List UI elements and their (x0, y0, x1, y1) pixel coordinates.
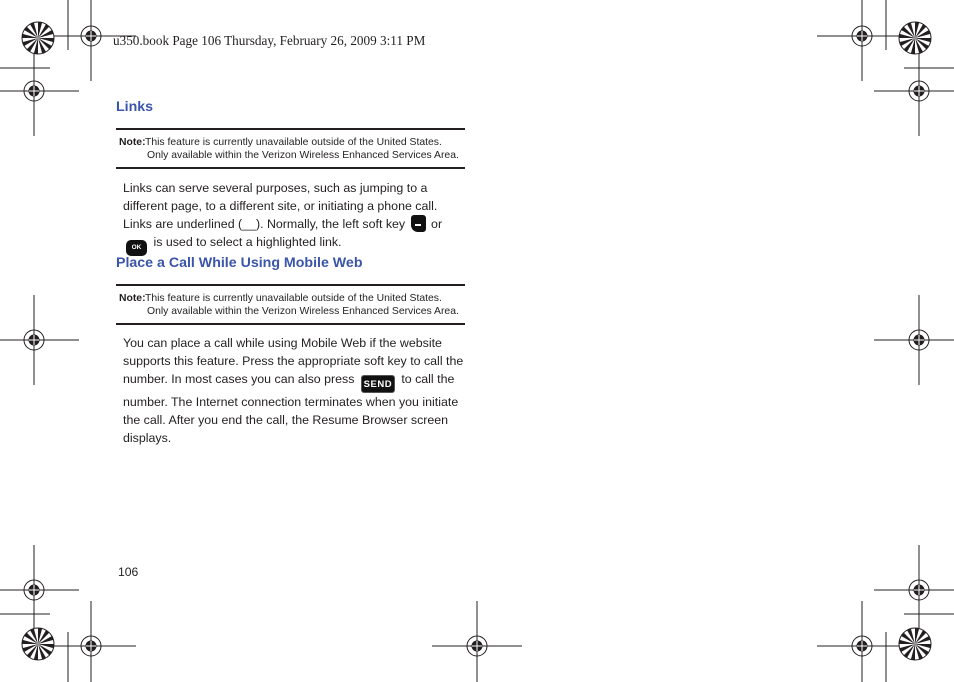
paragraph-text: or (431, 217, 443, 231)
note-text: This feature is currently unavailable outside of the United States. Only available within the Verizon Wireless Enhanced Services Area. (145, 293, 459, 317)
paragraph-text: Links can serve several purposes, such as jumping to a different page, to a different site, or initiating a phone call. Links are underlined (__). Normally, the left soft key (123, 181, 438, 231)
note-label: Note: (119, 137, 146, 148)
starburst-mark (22, 22, 54, 54)
note-box (116, 128, 465, 169)
starburst-mark (22, 628, 54, 660)
note-text: This feature is currently unavailable outside of the United States. Only available within the Verizon Wireless Enhanced Services Area. (145, 137, 459, 161)
paragraph-text: to call the number. The Internet connection terminates when you initiate the call. After you end the call, the Resume Browser screen displays. (123, 372, 459, 445)
links-paragraph (123, 179, 468, 256)
page-number: 106 (118, 565, 139, 579)
section-heading-links: Links (116, 99, 154, 115)
send-key-icon: SEND (361, 375, 395, 393)
note-label: Note: (119, 293, 146, 304)
note-box (116, 284, 465, 325)
paragraph-text: You can place a call while using Mobile Web if the website supports this feature. Press the appropriate soft key to call the number. In most cases you can also press (123, 336, 464, 386)
section-heading-place-call: Place a Call While Using Mobile Web (116, 255, 363, 271)
paragraph-text: is used to select a highlighted link. (153, 235, 342, 249)
place-call-paragraph (123, 334, 468, 447)
ok-key-icon: OK (126, 240, 147, 256)
starburst-mark (899, 628, 931, 660)
starburst-mark (899, 22, 931, 54)
left-soft-key-icon (411, 215, 426, 232)
print-job-stamp: u350.book Page 106 Thursday, February 26, 2009 3:11 PM (113, 33, 426, 48)
